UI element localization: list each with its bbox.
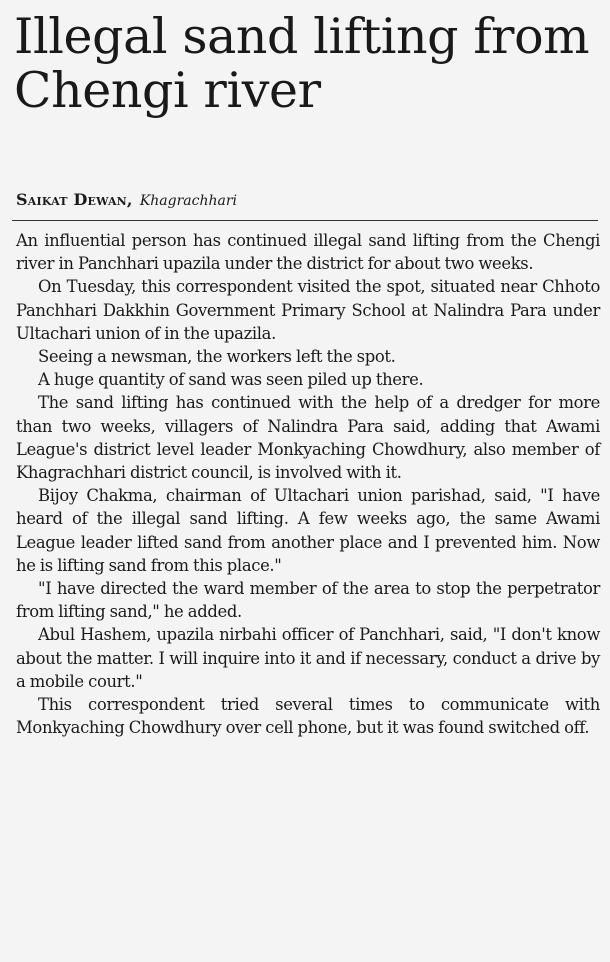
- byline: [16, 189, 576, 212]
- paragraph-2: On Tuesday, this correspondent visited the spot, situated near Chhoto Panchhari Dakkhin Government Primary School at Nalindra Para under Ultachari union of in the upazila.: [16, 277, 600, 343]
- paragraph-5: The sand lifting has continued with the help of a dredger for more than two weeks, villagers of Nalindra Para said, adding that Awami League's district level leader Monkyaching Chowdhury, also member of Khagrachhari district council, is involved with it.: [16, 393, 600, 483]
- paragraph-7: "I have directed the ward member of the area to stop the perpetrator from lifting sand," he added.: [16, 579, 600, 622]
- paragraph-3: Seeing a newsman, the workers left the spot.: [38, 347, 396, 367]
- byline-author: Saikat Dewan,: [16, 190, 133, 209]
- byline-divider: [12, 220, 598, 221]
- byline-place: Khagrachhari: [139, 193, 238, 209]
- paragraph-9: This correspondent tried several times to communicate with Monkyaching Chowdhury over cell phone, but it was found switched off.: [16, 695, 600, 738]
- headline: Illegal sand lifting from Chengi river: [14, 8, 590, 119]
- paragraph-1: An influential person has continued illegal sand lifting from the Chengi river in Panchhari upazila under the district for about two weeks.: [16, 231, 600, 274]
- paragraph-8: Abul Hashem, upazila nirbahi officer of Panchhari, said, "I don't know about the matter. I will inquire into it and if necessary, conduct a drive by a mobile court.": [16, 625, 600, 691]
- paragraph-6: Bijoy Chakma, chairman of Ultachari union parishad, said, "I have heard of the illegal sand lifting. A few weeks ago, the same Awami League leader lifted sand from another place and I prevented him. Now he is lifting sand from this place.": [16, 486, 600, 575]
- paragraph-4: A huge quantity of sand was seen piled up there.: [38, 370, 424, 390]
- article-body: [16, 229, 600, 739]
